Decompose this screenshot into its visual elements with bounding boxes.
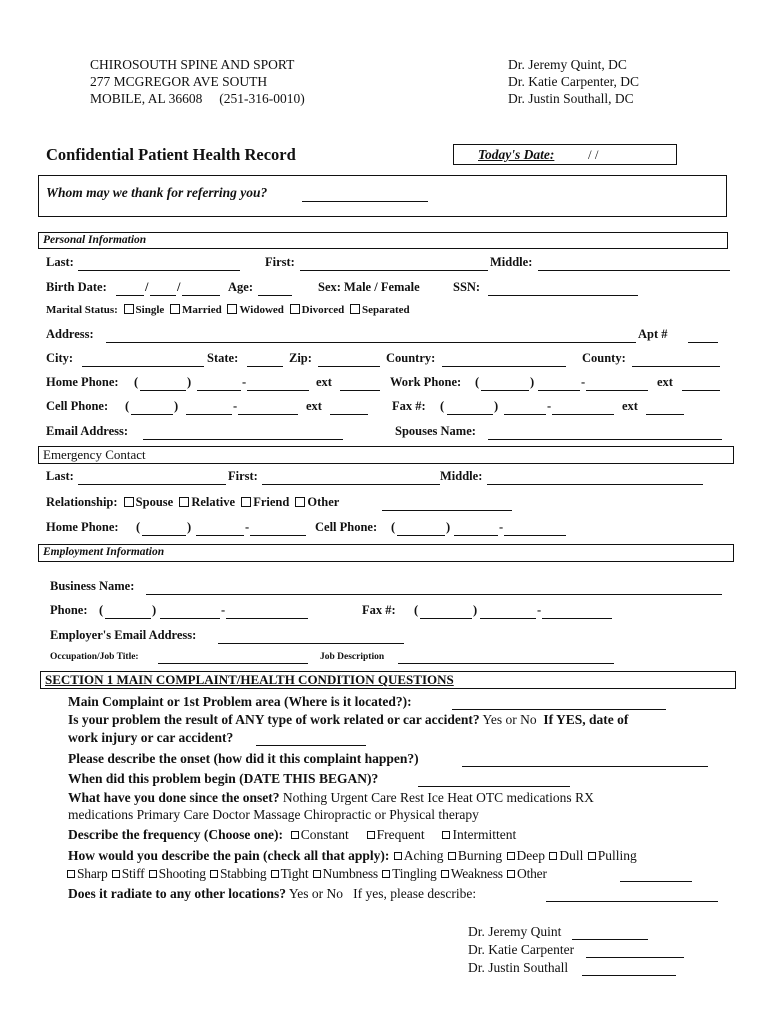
aching-checkbox[interactable] (394, 852, 402, 860)
onset-question: Please describe the onset (how did it this complaint happen?) (68, 751, 419, 766)
ssn-field[interactable] (488, 282, 638, 296)
spouse-field[interactable] (488, 426, 722, 440)
emergency-home-area[interactable] (142, 522, 186, 536)
business-name-field[interactable] (146, 581, 722, 595)
home-phone-line[interactable] (247, 377, 309, 391)
sex-options[interactable]: Sex: Male / Female (318, 280, 420, 294)
age-label: Age: (228, 280, 253, 294)
emergency-cell-area[interactable] (397, 522, 445, 536)
employer-phone-label: Phone: (50, 603, 88, 617)
stiff-checkbox[interactable] (112, 870, 120, 878)
emergency-cell-line[interactable] (504, 522, 566, 536)
doctor-1: Dr. Jeremy Quint, DC (508, 57, 627, 72)
home-phone-label: Home Phone: (46, 375, 119, 389)
employment-header: Employment Information (38, 544, 734, 562)
employer-email-label: Employer's Email Address: (50, 628, 197, 642)
single-checkbox[interactable] (124, 304, 134, 314)
clinic-phone: (251-316-0010) (219, 91, 305, 106)
emergency-first-field[interactable] (262, 471, 440, 485)
accident-question: Is your problem the result of ANY type of work related or car accident? Yes or No If YES, date of (68, 712, 629, 727)
emergency-header: Emergency Contact (38, 446, 734, 464)
business-name-label: Business Name: (50, 579, 135, 593)
sharp-checkbox[interactable] (67, 870, 75, 878)
work-ext-field[interactable] (682, 377, 720, 391)
accident-date-question: work injury or car accident? (68, 730, 234, 745)
begin-date-field[interactable] (418, 773, 570, 787)
emergency-home-line[interactable] (250, 522, 306, 536)
employer-email-field[interactable] (218, 630, 404, 644)
tight-checkbox[interactable] (271, 870, 279, 878)
apt-label: Apt # (638, 327, 668, 341)
radiate-question: Does it radiate to any other locations? Yes or No If yes, please describe: (68, 886, 477, 901)
onset-field[interactable] (462, 753, 708, 767)
cell-ext-label: ext (306, 399, 322, 413)
frequent-checkbox[interactable] (367, 831, 375, 839)
form-title: Confidential Patient Health Record (46, 145, 296, 164)
county-label: County: (582, 351, 626, 365)
job-description-field[interactable] (398, 650, 614, 664)
fax-line[interactable] (552, 401, 614, 415)
city-field[interactable] (82, 353, 204, 367)
ssn-label: SSN: (453, 280, 481, 294)
age-field[interactable] (258, 282, 292, 296)
cell-phone-line[interactable] (238, 401, 298, 415)
referral-prompt: Whom may we thank for referring you? (46, 185, 268, 200)
burning-checkbox[interactable] (448, 852, 456, 860)
constant-checkbox[interactable] (291, 831, 299, 839)
treatment-question: What have you done since the onset? Nothing Urgent Care Rest Ice Heat OTC medications RX (68, 790, 594, 805)
employer-fax-area[interactable] (420, 605, 472, 619)
pain-options-2: Sharp Stiff Shooting Stabbing Tight Numbness Tingling Weakness Other (66, 866, 547, 882)
employer-phone-prefix[interactable] (160, 605, 220, 619)
fax-label: Fax #: (392, 399, 426, 413)
emergency-first-label: First: (228, 469, 258, 483)
work-phone-area[interactable] (481, 377, 529, 391)
deep-checkbox[interactable] (507, 852, 515, 860)
emergency-last-label: Last: (46, 469, 74, 483)
employer-phone-line[interactable] (226, 605, 308, 619)
main-complaint-question: Main Complaint or 1st Problem area (Where is it located?): (68, 694, 412, 709)
marital-status: Marital Status: Single Married Widowed Divorced Separated (46, 304, 410, 316)
referral-field[interactable] (302, 188, 428, 202)
fax-ext-field[interactable] (646, 401, 684, 415)
doctor-2: Dr. Katie Carpenter, DC (508, 74, 640, 89)
emergency-cell-prefix[interactable] (454, 522, 498, 536)
cell-phone-label: Cell Phone: (46, 399, 109, 413)
country-field[interactable] (442, 353, 566, 367)
home-ext-label: ext (316, 375, 332, 389)
tingling-checkbox[interactable] (382, 870, 390, 878)
occupation-field[interactable] (158, 650, 308, 664)
fax-prefix[interactable] (504, 401, 546, 415)
fax-area[interactable] (447, 401, 493, 415)
cell-ext-field[interactable] (330, 401, 368, 415)
first-name-label: First: (265, 255, 295, 269)
birth-day-field[interactable] (150, 282, 176, 296)
signoff-doctor-1-line[interactable] (572, 926, 648, 940)
occupation-label: Occupation/Job Title: (50, 652, 139, 662)
home-phone-prefix[interactable] (197, 377, 241, 391)
emergency-home-prefix[interactable] (196, 522, 244, 536)
doctor-3: Dr. Justin Southall, DC (508, 91, 634, 106)
home-ext-field[interactable] (340, 377, 380, 391)
country-label: Country: (386, 351, 436, 365)
county-field[interactable] (632, 353, 720, 367)
fax-ext-label: ext (622, 399, 638, 413)
frequency-question: Describe the frequency (Choose one): Constant Frequent Intermittent (68, 827, 517, 842)
signoff-doctor-3-line[interactable] (582, 962, 676, 976)
dull-checkbox[interactable] (549, 852, 557, 860)
clinic-city: MOBILE, AL 36608 (251-316-0010) (90, 91, 305, 106)
employer-fax-line[interactable] (542, 605, 612, 619)
work-phone-line[interactable] (586, 377, 648, 391)
birth-year-field[interactable] (182, 282, 220, 296)
signoff-doctor-2-line[interactable] (586, 944, 684, 958)
address-field[interactable] (106, 329, 636, 343)
birth-date-label: Birth Date: (46, 280, 107, 294)
zip-field[interactable] (318, 353, 380, 367)
separated-checkbox[interactable] (350, 304, 360, 314)
pain-question: How would you describe the pain (check all that apply): Aching Burning Deep Dull Pulling (68, 848, 637, 863)
main-complaint-field[interactable] (452, 696, 666, 710)
employer-fax-prefix[interactable] (480, 605, 536, 619)
relative-checkbox[interactable] (179, 497, 189, 507)
middle-name-field[interactable] (538, 257, 730, 271)
clinic-name: CHIROSOUTH SPINE AND SPORT (90, 57, 295, 72)
spouse-checkbox[interactable] (124, 497, 134, 507)
todays-date-slashes: / / (588, 147, 599, 162)
emergency-cell-label: Cell Phone: (315, 520, 378, 534)
numbness-checkbox[interactable] (313, 870, 321, 878)
home-phone-area[interactable] (140, 377, 186, 391)
signoff-doctor-3: Dr. Justin Southall (468, 960, 569, 975)
intermittent-checkbox[interactable] (442, 831, 450, 839)
work-phone-label: Work Phone: (390, 375, 462, 389)
personal-info-header: Personal Information (38, 232, 728, 249)
apt-field[interactable] (688, 329, 718, 343)
radiate-field[interactable] (546, 888, 718, 902)
friend-checkbox[interactable] (241, 497, 251, 507)
city-label: City: (46, 351, 74, 365)
last-name-field[interactable] (78, 257, 240, 271)
middle-name-label: Middle: (490, 255, 533, 269)
weakness-checkbox[interactable] (441, 870, 449, 878)
email-field[interactable] (143, 426, 343, 440)
other-checkbox[interactable] (295, 497, 305, 507)
signoff-doctor-2: Dr. Katie Carpenter (468, 942, 575, 957)
work-ext-label: ext (657, 375, 673, 389)
emergency-middle-field[interactable] (487, 471, 703, 485)
email-label: Email Address: (46, 424, 129, 438)
birth-month-field[interactable] (116, 282, 144, 296)
divorced-checkbox[interactable] (290, 304, 300, 314)
cell-phone-area[interactable] (131, 401, 173, 415)
shooting-checkbox[interactable] (149, 870, 157, 878)
treatment-options-2: medications Primary Care Doctor Massage Chiropractic or Physical therapy (68, 807, 479, 822)
emergency-middle-label: Middle: (440, 469, 483, 483)
first-name-field[interactable] (300, 257, 488, 271)
zip-label: Zip: (289, 351, 312, 365)
begin-date-question: When did this problem begin (DATE THIS BEGAN)? (68, 771, 379, 786)
last-name-label: Last: (46, 255, 74, 269)
employer-phone-area[interactable] (105, 605, 151, 619)
married-checkbox[interactable] (170, 304, 180, 314)
cell-phone-prefix[interactable] (186, 401, 232, 415)
other-pain-field[interactable] (620, 868, 692, 882)
job-description-label: Job Description (320, 652, 385, 662)
work-phone-prefix[interactable] (538, 377, 580, 391)
todays-date-label: Today's Date: (478, 147, 555, 162)
emergency-last-field[interactable] (78, 471, 226, 485)
relationship-other-field[interactable] (382, 497, 512, 511)
other-pain-checkbox[interactable] (507, 870, 515, 878)
spouse-label: Spouses Name: (395, 424, 476, 438)
widowed-checkbox[interactable] (227, 304, 237, 314)
stabbing-checkbox[interactable] (210, 870, 218, 878)
accident-date-field[interactable] (256, 732, 366, 746)
state-field[interactable] (247, 353, 283, 367)
clinic-street: 277 MCGREGOR AVE SOUTH (90, 74, 268, 89)
employer-fax-label: Fax #: (362, 603, 396, 617)
pulling-checkbox[interactable] (588, 852, 596, 860)
relationship-row: Relationship: Spouse Relative Friend Other (46, 495, 340, 509)
emergency-home-phone-label: Home Phone: (46, 520, 119, 534)
signoff-doctor-1: Dr. Jeremy Quint (468, 924, 562, 939)
state-label: State: (207, 351, 239, 365)
section1-header: SECTION 1 MAIN COMPLAINT/HEALTH CONDITION QUESTIONS (40, 671, 736, 689)
address-label: Address: (46, 327, 94, 341)
